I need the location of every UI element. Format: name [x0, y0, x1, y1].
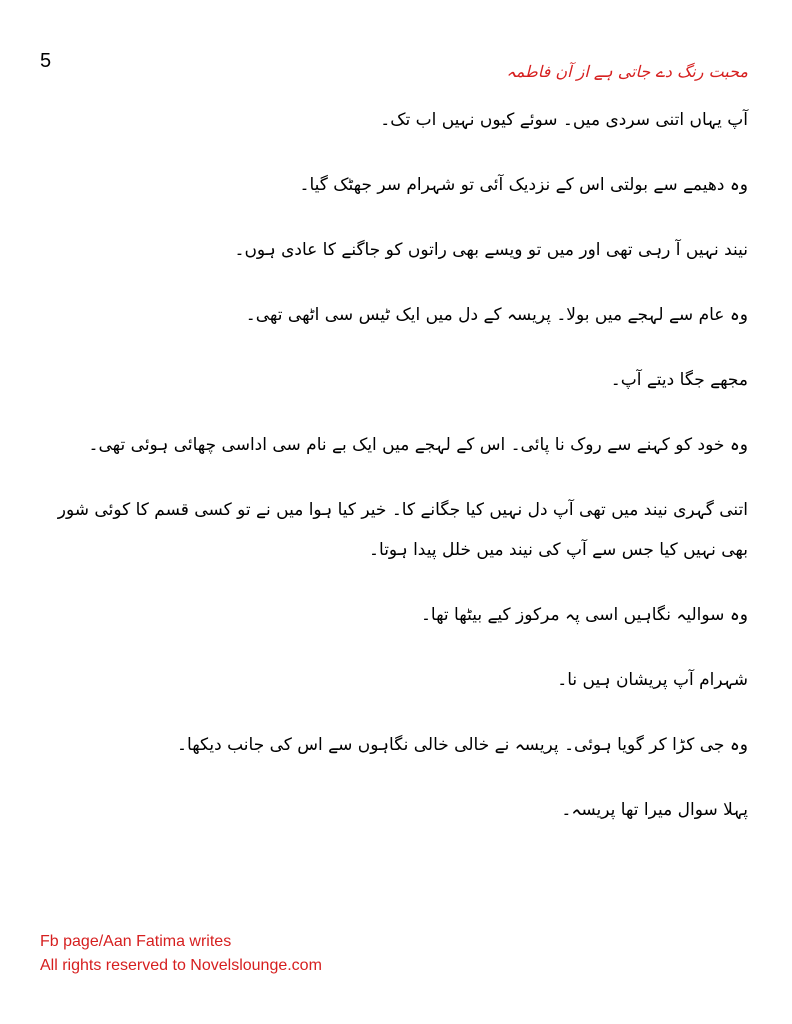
- paragraph-1: آپ یہاں اتنی سردی میں۔ سوئے کیوں نہیں اب تک۔: [380, 110, 748, 130]
- story-body: [36, 100, 748, 855]
- paragraph-7: اتنی گہری نیند میں تھی آپ دل نہیں کیا جگانے کا۔ خیر کیا ہوا میں نے تو کسی قسم کا کوئی شور بھی نہیں کیا جس سے آپ کی نیند میں خلل پیدا ہوتا۔: [57, 500, 748, 560]
- footer-fb-page: Fb page/Aan Fatima writes: [40, 933, 232, 950]
- footer: [40, 930, 322, 978]
- paragraph-4: وہ عام سے لہجے میں بولا۔ پریسہ کے دل میں ایک ٹیس سی اٹھی تھی۔: [245, 305, 748, 325]
- paragraph-2: وہ دھیمے سے بولتی اس کے نزدیک آئی تو شہرام سر جھٹک گیا۔: [299, 175, 748, 195]
- paragraph-11: پہلا سوال میرا تھا پریسہ۔: [561, 800, 748, 820]
- paragraph-9: شہرام آپ پریشان ہیں نا۔: [557, 670, 748, 690]
- paragraph-10: وہ جی کڑا کر گویا ہوئی۔ پریسہ نے خالی خالی نگاہوں سے اس کی جانب دیکھا۔: [177, 735, 748, 755]
- header-title: محبت رنگ دے جاتی ہے از آن فاطمہ: [506, 62, 748, 81]
- paragraph-8: وہ سوالیہ نگاہیں اسی پہ مرکوز کیے بیٹھا تھا۔: [420, 605, 748, 625]
- paragraph-6: وہ خود کو کہنے سے روک نا پائی۔ اس کے لہجے میں ایک بے نام سی اداسی چھائی ہوئی تھی۔: [88, 435, 748, 455]
- page-number: 5: [40, 50, 52, 72]
- paragraph-5: مجھے جگا دیتے آپ۔: [610, 370, 748, 390]
- paragraph-3: نیند نہیں آ رہی تھی اور میں تو ویسے بھی راتوں کو جاگنے کا عادی ہوں۔: [234, 240, 748, 260]
- footer-rights: All rights reserved to Novelslounge.com: [40, 957, 322, 974]
